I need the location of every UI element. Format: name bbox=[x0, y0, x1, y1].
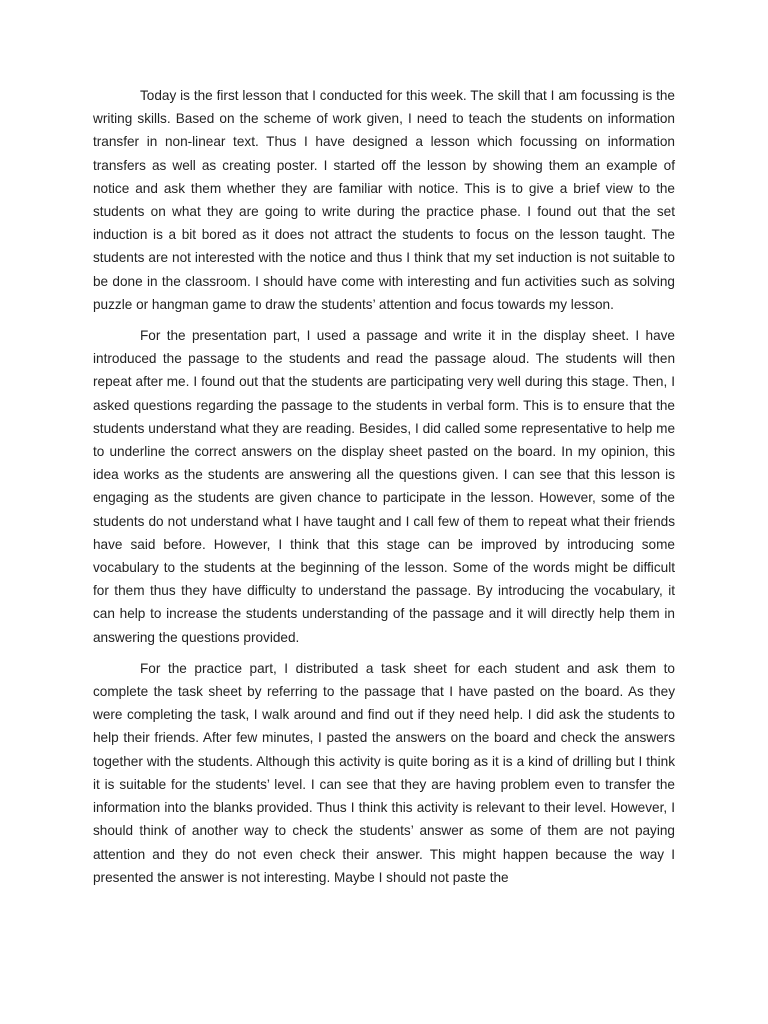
body-text bbox=[93, 84, 675, 897]
paragraph-lesson-intro: Today is the first lesson that I conducted for this week. The skill that I am focussing is the writing skills. Based on the scheme of work given, I need to teach the students on information transfer in non-linear text. Thus I have designed a lesson which focussing on information transfers as well as creating poster. I started off the lesson by showing them an example of notice and ask them whether they are familiar with notice. This is to give a brief view to the students on what they are going to write during the practice phase. I found out that the set induction is a bit bored as it does not attract the students to focus on the lesson taught. The students are not interested with the notice and thus I think that my set induction is not suitable to be done in the classroom. I should have come with interesting and fun activities such as solving puzzle or hangman game to draw the students’ attention and focus towards my lesson. bbox=[93, 88, 675, 312]
paragraph-presentation: For the presentation part, I used a passage and write it in the display sheet. I have introduced the passage to the students and read the passage aloud. The students will then repeat after me. I found out that the students are participating very well during this stage. Then, I asked questions regarding the passage to the students in verbal form. This is to ensure that the students understand what they are reading. Besides, I did called some representative to help me to underline the correct answers on the display sheet pasted on the board. In my opinion, this idea works as the students are answering all the questions given. I can see that this lesson is engaging as the students are given chance to participate in the lesson. However, some of the students do not understand what I have taught and I call few of them to repeat what their friends have said before. However, I think that this stage can be improved by introducing some vocabulary to the students at the beginning of the lesson. Some of the words might be difficult for them thus they have difficulty to understand the passage. By introducing the vocabulary, it can help to increase the students understanding of the passage and it will directly help them in answering the questions provided. bbox=[93, 328, 675, 645]
paragraph-practice: For the practice part, I distributed a task sheet for each student and ask them to complete the task sheet by referring to the passage that I have pasted on the board. As they were completing the task, I walk around and find out if they need help. I did ask the students to help their friends. After few minutes, I pasted the answers on the board and check the answers together with the students. Although this activity is quite boring as it is a kind of drilling but I think it is suitable for the students’ level. I can see that they are having problem even to transfer the information into the blanks provided. Thus I think this activity is relevant to their level. However, I should think of another way to check the students’ answer as some of them are not paying attention and they do not even check their answer. This might happen because the way I presented the answer is not interesting. Maybe I should not paste the bbox=[93, 660, 675, 885]
